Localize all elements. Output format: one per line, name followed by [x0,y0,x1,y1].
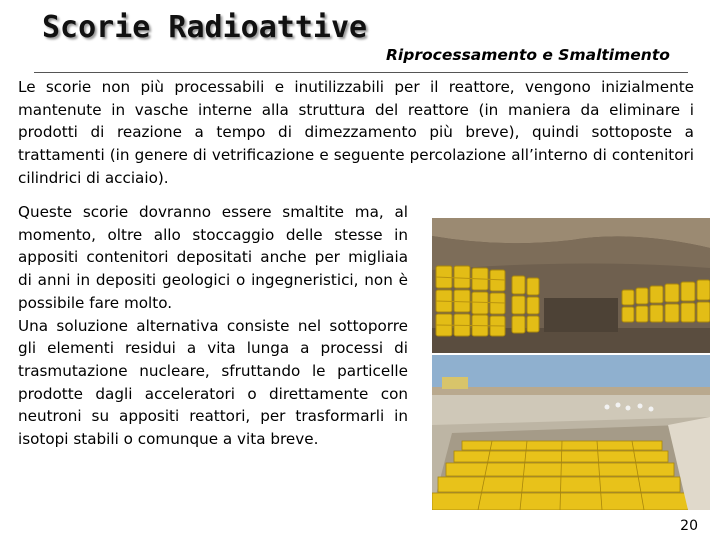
underground-drum-storage-photo [432,218,710,353]
body-text [18,201,408,451]
paragraph-disposal: Queste scorie dovranno essere smaltite ma, al momento, oltre allo stoccaggio delle stesse in appositi contenitori depositati anche per migliaia di anni in depositi geologici o ingegneristici, non è possibile fare molto. [18,203,408,312]
paragraph-transmutation: Una soluzione alternativa consiste nel sottoporre gli elementi residui a vita lunga a processi di trasmutazione nucleare, sfruttando le particelle prodotte dagli acceleratori o direttamente con neutroni su appositi reattori, per trasformarli in isotopi stabili o comunque a vita breve. [18,316,408,449]
title-divider [34,72,688,73]
slide-subtitle: Riprocessamento e Smaltimento [386,46,670,64]
intro-paragraph: Le scorie non più processabili e inutilizzabili per il reattore, vengono inizialmente mantenute in vasche interne alla struttura del reattore (in maniera da eliminare i prodotti di reazione a tempo di dimezzamento più breve), quindi sottoposte a trattamenti (in genere di vetrificazione e seguente percolazione all’interno di contenitori cilindrici di acciaio). [18,78,694,187]
page-number: 20 [680,518,698,534]
slide-title: Scorie Radioattive [42,10,368,45]
trench-disposal-yellow-drums-photo [432,355,710,510]
